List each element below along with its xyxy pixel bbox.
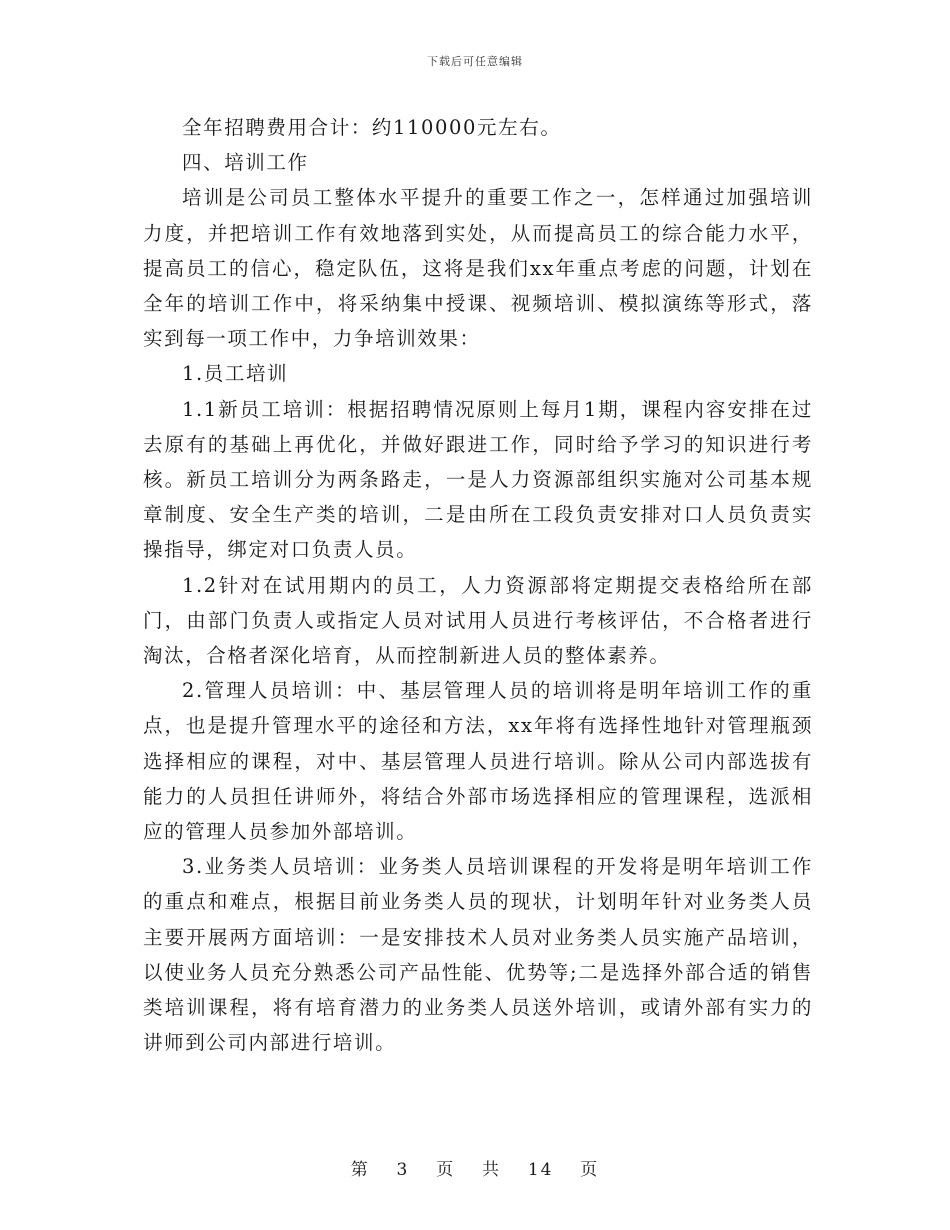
section-heading-training: 四、培训工作 bbox=[182, 151, 309, 175]
page-footer bbox=[0, 1155, 950, 1180]
footer-label-page-unit: 页 bbox=[436, 1160, 456, 1180]
paragraph-management-training: 2.管理人员培训：中、基层管理人员的培训将是明年培训工作的重点，也是提升管理水平的途径和方法，xx年将有选择性地针对管理瓶颈选择相应的课程，对中、基层管理人员进行培训。除从公司内部选拔有能力的人员担任讲师外，将结合外部市场选择相应的管理课程，选派相应的管理人员参加外部培训。 bbox=[143, 679, 813, 844]
paragraph-new-employee-training: 1.1新员工培训：根据招聘情况原则上每月1期，课程内容安排在过去原有的基础上再优化，并做好跟进工作，同时给予学习的知识进行考核。新员工培训分为两条路走，一是人力资源部组织实施对公司基本规章制度、安全生产类的培训，二是由所在工段负责安排对口人员负责实操指导，绑定对口负责人员。 bbox=[143, 397, 813, 562]
footer-current-page: 3 bbox=[396, 1160, 410, 1180]
document-body bbox=[143, 110, 813, 1060]
paragraph-probation-training: 1.2针对在试用期内的员工，人力资源部将定期提交表格给所在部门，由部门负责人或指定人员对试用人员进行考核评估，不合格者进行淘汰，合格者深化培育，从而控制新进人员的整体素养。 bbox=[143, 573, 813, 668]
subheading-employee-training: 1.员工培训 bbox=[182, 362, 289, 386]
paragraph-training-intro: 培训是公司员工整体水平提升的重要工作之一，怎样通过加强培训力度，并把培训工作有效地落到实处，从而提高员工的综合能力水平，提高员工的信心，稳定队伍，这将是我们xx年重点考虑的问题，计划在全年的培训工作中，将采纳集中授课、视频培训、模拟演练等形式，落实到每一项工作中，力争培训效果： bbox=[143, 186, 813, 351]
paragraph-recruitment-cost-total: 全年招聘费用合计：约110000元左右。 bbox=[182, 116, 562, 139]
footer-label-total: 共 bbox=[482, 1160, 501, 1180]
footer-label-page: 第 bbox=[350, 1160, 370, 1180]
page-header: 下载后可任意编辑 bbox=[427, 55, 523, 68]
paragraph-sales-training: 3.业务类人员培训：业务类人员培训课程的开发将是明年培训工作的重点和难点，根据目前业务类人员的现状，计划明年针对业务类人员主要开展两方面培训：一是安排技术人员对业务类人员实施产品培训，以使业务人员充分熟悉公司产品性能、优势等;二是选择外部合适的销售类培训课程，将有培育潜力的业务类人员送外培训，或请外部有实力的讲师到公司内部进行培训。 bbox=[143, 855, 813, 1055]
footer-label-total-unit: 页 bbox=[580, 1160, 600, 1180]
footer-total-pages: 14 bbox=[527, 1160, 554, 1180]
